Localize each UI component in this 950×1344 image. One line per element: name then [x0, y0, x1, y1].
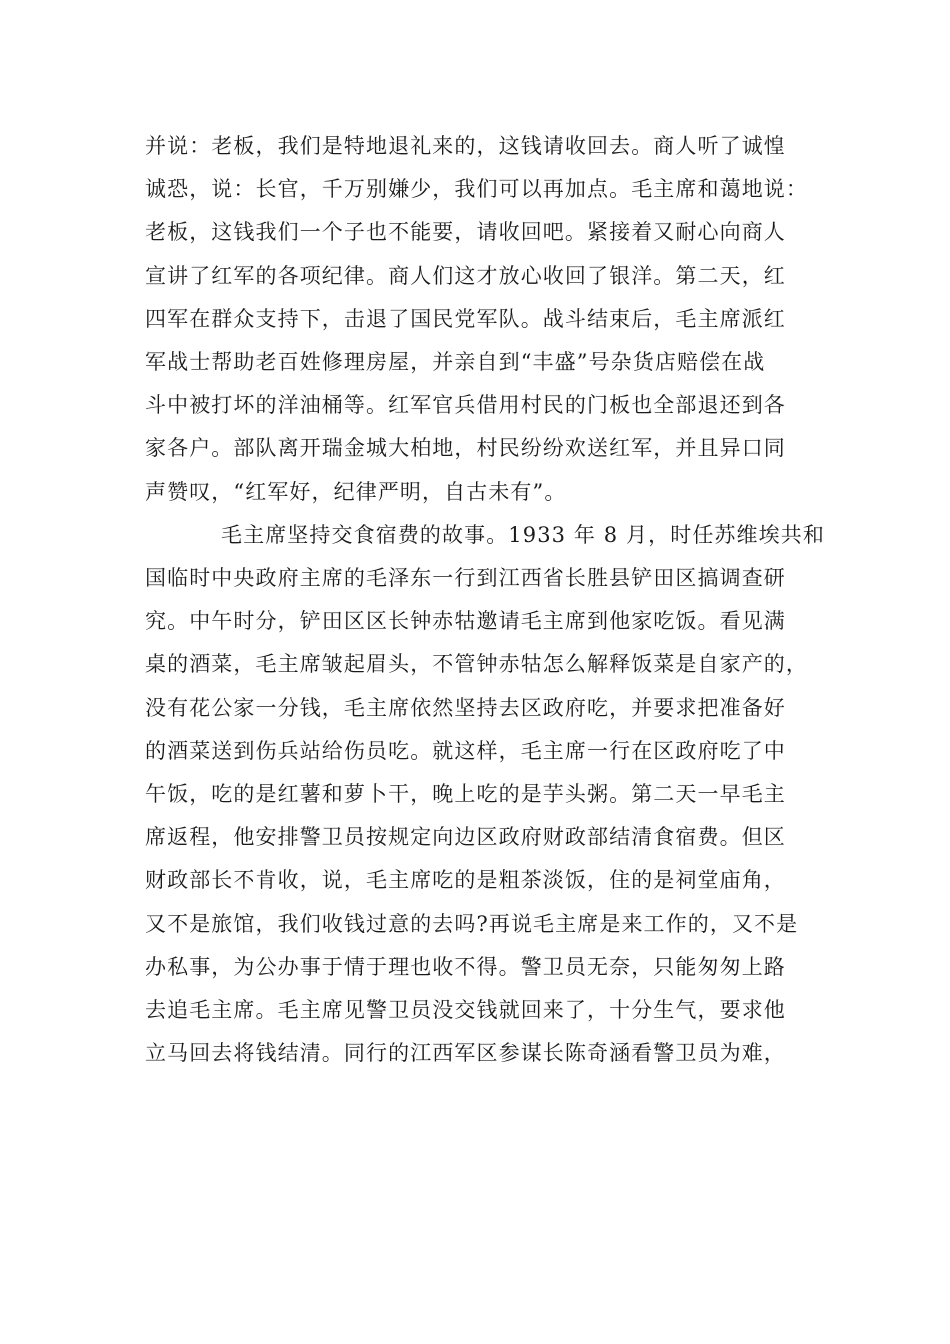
- text-line: 午饭，吃的是红薯和萝卜干，晚上吃的是芋头粥。第二天一早毛主: [145, 782, 786, 806]
- text-line: 没有花公家一分钱，毛主席依然坚持去区政府吃，并要求把准备好: [145, 695, 786, 720]
- text-line: 究。中午时分，铲田区区长钟赤牯邀请毛主席到他家吃饭。看见满: [145, 609, 786, 634]
- text-line: 国临时中央政府主席的毛泽东一行到江西省长胜县铲田区搞调查研: [145, 566, 786, 590]
- text-line: 财政部长不肯收，说，毛主席吃的是粗茶淡饭，住的是祠堂庙角，: [145, 868, 786, 893]
- text-line: 席返程，他安排警卫员按规定向边区政府财政部结清食宿费。但区: [145, 825, 786, 850]
- text-line: 又不是旅馆，我们收钱过意的去吗?再说毛主席是来工作的，又不是: [145, 911, 799, 936]
- text-line: 的酒菜送到伤兵站给伤员吃。就这样，毛主席一行在区政府吃了中: [145, 738, 786, 763]
- text-line: 声赞叹，“红军好，纪律严明，自古未有”。: [145, 479, 567, 504]
- text-line: 家各户。部队离开瑞金城大柏地，村民纷纷欢送红军，并且异口同: [145, 436, 786, 461]
- text-line: 四军在群众支持下，击退了国民党军队。战斗结束后，毛主席派红: [145, 306, 786, 331]
- text-line: 诚恐，说：长官，千万别嫌少，我们可以再加点。毛主席和蔼地说：: [145, 177, 808, 202]
- text-line: 宣讲了红军的各项纪律。商人们这才放心收回了银洋。第二天，红: [145, 263, 786, 288]
- text-line: 老板，这钱我们一个子也不能要，请收回吧。紧接着又耐心向商人: [145, 220, 786, 245]
- text-line: 毛主席坚持交食宿费的故事。1933 年 8 月，时任苏维埃共和: [221, 522, 825, 547]
- text-line: 立马回去将钱结清。同行的江西军区参谋长陈奇涵看警卫员为难，: [145, 1041, 786, 1066]
- text-line: 并说：老板，我们是特地退礼来的，这钱请收回去。商人听了诚惶: [145, 134, 786, 158]
- text-line: 去追毛主席。毛主席见警卫员没交钱就回来了，十分生气，要求他: [145, 998, 786, 1022]
- text-line: 军战士帮助老百姓修理房屋，并亲自到“丰盛”号杂货店赔偿在战: [145, 350, 766, 374]
- text-line: 办私事，为公办事于情于理也收不得。警卫员无奈，只能匆匆上路: [145, 954, 786, 979]
- text-line: 桌的酒菜，毛主席皱起眉头，不管钟赤牯怎么解释饭菜是自家产的，: [145, 652, 808, 677]
- text-line: 斗中被打坏的洋油桶等。红军官兵借用村民的门板也全部退还到各: [145, 393, 786, 418]
